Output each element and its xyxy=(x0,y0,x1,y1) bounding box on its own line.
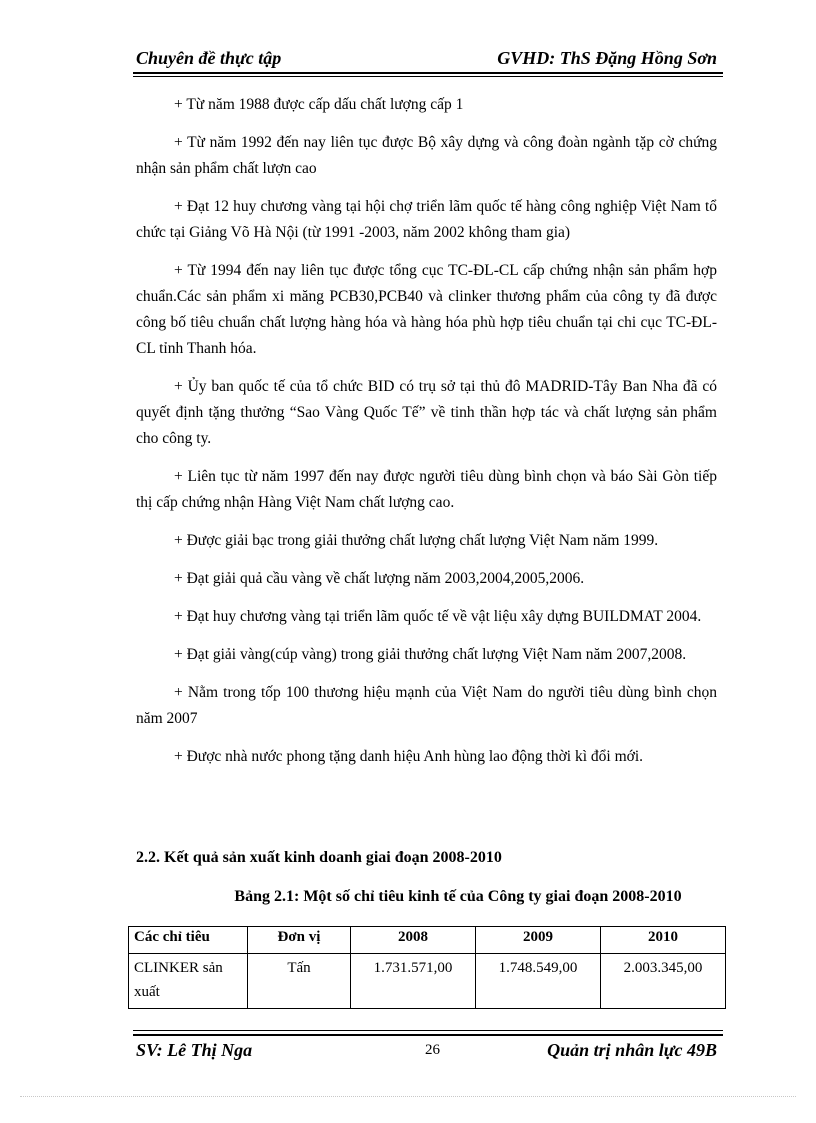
body-text xyxy=(136,92,717,782)
page-edge-divider xyxy=(20,1096,796,1097)
economic-indicators-table xyxy=(128,926,726,1009)
footer-major: Quản trị nhân lực 49B xyxy=(547,1040,717,1060)
column-header: Các chỉ tiêu xyxy=(129,927,248,954)
header-rule xyxy=(133,72,723,74)
column-header: 2008 xyxy=(351,927,476,954)
header-rule-thin xyxy=(133,76,723,77)
column-header: Đơn vị xyxy=(248,927,351,954)
value-cell: 1.748.549,00 xyxy=(476,954,601,1009)
award-paragraph: + Ủy ban quốc tế của tổ chức BID có trụ sở tại thủ đô MADRID-Tây Ban Nha đã có quyết định tặng thưởng “Sao Vàng Quốc Tế” về tinh thần hợp tác và chất lượng sản phẩm cho công ty. xyxy=(136,378,717,447)
page-header xyxy=(133,46,723,74)
section-heading: 2.2. Kết quả sản xuất kinh doanh giai đoạn 2008-2010 xyxy=(136,849,502,866)
header-supervisor: GVHD: ThS Đặng Hồng Sơn xyxy=(497,48,717,68)
award-paragraph: + Từ năm 1992 đến nay liên tục được Bộ xây dựng và công đoàn ngành tặp cờ chứng nhận sản phẩm chất lượn cao xyxy=(136,134,717,177)
footer-rule-thin xyxy=(133,1030,723,1031)
award-paragraph: + Được nhà nước phong tặng danh hiệu Anh hùng lao động thời kì đổi mới. xyxy=(174,748,644,765)
award-paragraph: + Từ năm 1988 được cấp dấu chất lượng cấp 1 xyxy=(174,96,464,113)
table-caption: Bảng 2.1: Một số chỉ tiêu kinh tế của Công ty giai đoạn 2008-2010 xyxy=(234,888,682,905)
footer-student: SV: Lê Thị Nga xyxy=(136,1040,253,1060)
award-paragraph: + Nằm trong tốp 100 thương hiệu mạnh của Việt Nam do người tiêu dùng bình chọn năm 2007 xyxy=(136,684,717,727)
value-cell: 2.003.345,00 xyxy=(601,954,726,1009)
award-paragraph: + Liên tục từ năm 1997 đến nay được người tiêu dùng bình chọn và báo Sài Gòn tiếp thị cấp chứng nhận Hàng Việt Nam chất lượng cao. xyxy=(136,468,717,511)
award-paragraph: + Đạt huy chương vàng tại triển lãm quốc tế về vật liệu xây dựng BUILDMAT 2004. xyxy=(174,608,702,625)
table-header-row xyxy=(129,927,726,954)
table-row xyxy=(129,954,726,1009)
award-paragraph: + Đạt 12 huy chương vàng tại hội chợ triển lãm quốc tế hàng công nghiệp Việt Nam tổ chức tại Giảng Võ Hà Nội (từ 1991 -2003, năm 2002 không tham gia) xyxy=(136,198,717,241)
award-paragraph: + Đạt giải vàng(cúp vàng) trong giải thưởng chất lượng Việt Nam năm 2007,2008. xyxy=(174,646,687,663)
award-paragraph: + Từ 1994 đến nay liên tục được tổng cục TC-ĐL-CL cấp chứng nhận sản phẩm hợp chuẩn.Các sản phẩm xi măng PCB30,PCB40 và clinker thương phẩm của công ty đã được công bố tiêu chuẩn chất lượng hàng hóa và hàng hóa phù hợp tiêu chuẩn tại chi cục TC-ĐL-CL tỉnh Thanh hóa. xyxy=(136,262,717,357)
page-footer xyxy=(133,1030,723,1070)
award-paragraph: + Đạt giải quả cầu vàng về chất lượng năm 2003,2004,2005,2006. xyxy=(174,570,585,587)
column-header: 2009 xyxy=(476,927,601,954)
column-header: 2010 xyxy=(601,927,726,954)
footer-rule xyxy=(133,1034,723,1036)
page-number: 26 xyxy=(425,1042,440,1058)
award-paragraph: + Được giải bạc trong giải thưởng chất lượng chất lượng Việt Nam năm 1999. xyxy=(174,532,659,549)
header-course-title: Chuyên đề thực tập xyxy=(136,48,282,68)
indicator-cell: CLINKER sản xuất xyxy=(129,954,248,1009)
unit-cell: Tấn xyxy=(248,954,351,1009)
value-cell: 1.731.571,00 xyxy=(351,954,476,1009)
